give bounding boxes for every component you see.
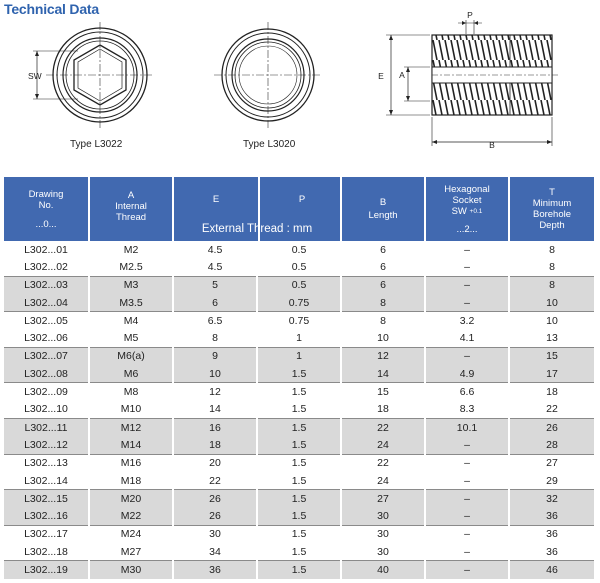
cell-length: 27 bbox=[341, 490, 425, 508]
technical-data-table bbox=[4, 177, 594, 579]
table-row bbox=[4, 401, 594, 419]
cell-socket-sw: 8.3 bbox=[425, 401, 509, 419]
cell-internal-thread: M5 bbox=[89, 329, 173, 347]
header-e: E bbox=[212, 194, 220, 205]
cell-socket-sw: – bbox=[425, 347, 509, 365]
cell-socket-sw: 6.6 bbox=[425, 383, 509, 401]
cell-socket-sw: – bbox=[425, 490, 509, 508]
cell-p-value: 1.5 bbox=[257, 436, 341, 454]
table-row bbox=[4, 418, 594, 436]
type-l3020-drawing bbox=[214, 22, 322, 128]
cell-borehole-depth: 28 bbox=[509, 436, 594, 454]
cell-borehole-depth: 18 bbox=[509, 383, 594, 401]
cell-internal-thread: M6(a) bbox=[89, 347, 173, 365]
cell-borehole-depth: 36 bbox=[509, 525, 594, 543]
cell-e-value: 18 bbox=[173, 436, 257, 454]
cell-e-value: 26 bbox=[173, 490, 257, 508]
cell-borehole-depth: 13 bbox=[509, 329, 594, 347]
table-row bbox=[4, 276, 594, 294]
header-hexagonal-socket: Hexagonal Socket SW +0.1 ...2... bbox=[425, 177, 509, 241]
cell-borehole-depth: 8 bbox=[509, 258, 594, 276]
header-t: T Minimum Borehole Depth bbox=[509, 177, 594, 241]
table-row bbox=[4, 525, 594, 543]
table-row bbox=[4, 454, 594, 472]
cell-e-value: 30 bbox=[173, 525, 257, 543]
cell-e-value: 8 bbox=[173, 329, 257, 347]
cell-e-value: 14 bbox=[173, 401, 257, 419]
sw-dimension-label: SW bbox=[28, 71, 42, 81]
page-title: Technical Data bbox=[4, 1, 99, 17]
cell-socket-sw: – bbox=[425, 525, 509, 543]
cell-p-value: 1.5 bbox=[257, 472, 341, 490]
cell-e-value: 26 bbox=[173, 507, 257, 525]
cell-e-value: 22 bbox=[173, 472, 257, 490]
cell-drawing-no: L302...10 bbox=[24, 403, 68, 416]
table-row bbox=[4, 490, 594, 508]
header-external-thread-label: External Thread : mm bbox=[201, 223, 313, 235]
cell-length: 30 bbox=[341, 525, 425, 543]
cell-e-value: 4.5 bbox=[173, 241, 257, 258]
cell-borehole-depth: 8 bbox=[509, 276, 594, 294]
cell-drawing-no: L302...17 bbox=[4, 525, 89, 543]
cell-p-value: 1.5 bbox=[257, 490, 341, 508]
cell-socket-sw: – bbox=[425, 472, 509, 490]
cell-length: 10 bbox=[341, 329, 425, 347]
cell-e-value: 6.5 bbox=[173, 312, 257, 330]
cell-drawing-no: L302...19 bbox=[4, 561, 89, 579]
cell-borehole-depth: 29 bbox=[509, 472, 594, 490]
b-dimension-label: B bbox=[489, 140, 495, 150]
type-l3022-caption: Type L3022 bbox=[70, 139, 123, 150]
table-body bbox=[4, 241, 594, 579]
cell-drawing-no: L302...06 bbox=[24, 332, 68, 345]
cell-internal-thread: M20 bbox=[89, 490, 173, 508]
cell-socket-sw: – bbox=[425, 241, 509, 258]
cell-e-value: 9 bbox=[173, 347, 257, 365]
cell-internal-thread: M2 bbox=[89, 241, 173, 258]
cell-p-value: 0.75 bbox=[257, 294, 341, 312]
cell-drawing-no: L302...11 bbox=[4, 418, 89, 436]
cell-socket-sw: – bbox=[425, 507, 509, 525]
cell-drawing-no: L302...15 bbox=[4, 490, 89, 508]
cell-drawing-no: L302...07 bbox=[4, 347, 89, 365]
cell-length: 40 bbox=[341, 561, 425, 579]
header-a: A Internal Thread bbox=[89, 177, 173, 241]
header-external-thread bbox=[173, 177, 341, 241]
cell-borehole-depth: 10 bbox=[509, 312, 594, 330]
cell-socket-sw: – bbox=[425, 258, 509, 276]
table-row bbox=[4, 436, 594, 454]
table-row bbox=[4, 561, 594, 579]
table-row bbox=[4, 383, 594, 401]
cell-length: 6 bbox=[341, 258, 425, 276]
p-dimension-label: P bbox=[467, 10, 473, 20]
cell-drawing-no: L302...12 bbox=[4, 436, 89, 454]
cell-borehole-depth: 17 bbox=[509, 365, 594, 383]
cell-internal-thread: M10 bbox=[89, 401, 173, 419]
cell-p-value: 1.5 bbox=[257, 507, 341, 525]
cell-e-value: 6 bbox=[173, 294, 257, 312]
cell-p-value: 1.5 bbox=[257, 365, 341, 383]
cell-drawing-no: L302...05 bbox=[4, 312, 89, 330]
cell-socket-sw: 3.2 bbox=[425, 312, 509, 330]
cell-length: 22 bbox=[341, 418, 425, 436]
e-dimension-label: E bbox=[378, 71, 384, 81]
table-row bbox=[4, 507, 594, 525]
cell-drawing-no: L302...13 bbox=[4, 454, 89, 472]
cell-internal-thread: M14 bbox=[89, 436, 173, 454]
cell-internal-thread: M24 bbox=[89, 525, 173, 543]
cell-e-value: 12 bbox=[173, 383, 257, 401]
cell-socket-sw: 10.1 bbox=[425, 418, 509, 436]
cell-p-value: 1.5 bbox=[257, 383, 341, 401]
cell-socket-sw: – bbox=[425, 543, 509, 561]
cell-length: 8 bbox=[341, 294, 425, 312]
cell-borehole-depth: 26 bbox=[509, 418, 594, 436]
cell-length: 15 bbox=[341, 383, 425, 401]
table-row bbox=[4, 241, 594, 258]
cell-p-value: 1.5 bbox=[257, 561, 341, 579]
cell-borehole-depth: 22 bbox=[509, 401, 594, 419]
cell-drawing-no: L302...18 bbox=[24, 545, 68, 558]
cell-e-value: 10 bbox=[173, 365, 257, 383]
cell-p-value: 0.75 bbox=[257, 312, 341, 330]
header-p: P bbox=[298, 194, 306, 205]
header-drawing-no: Drawing No. ...0... bbox=[4, 177, 89, 241]
cell-length: 24 bbox=[341, 436, 425, 454]
cell-p-value: 1 bbox=[257, 347, 341, 365]
cell-socket-sw: – bbox=[425, 454, 509, 472]
cell-length: 24 bbox=[341, 472, 425, 490]
cell-borehole-depth: 15 bbox=[509, 347, 594, 365]
cell-length: 30 bbox=[341, 507, 425, 525]
cell-internal-thread: M16 bbox=[89, 454, 173, 472]
cell-internal-thread: M27 bbox=[89, 543, 173, 561]
cell-socket-sw: 4.9 bbox=[425, 365, 509, 383]
table-row bbox=[4, 472, 594, 490]
cell-socket-sw: – bbox=[425, 561, 509, 579]
cell-drawing-no: L302...09 bbox=[4, 383, 89, 401]
cell-drawing-no: L302...04 bbox=[4, 294, 89, 312]
table-row bbox=[4, 347, 594, 365]
cell-p-value: 1.5 bbox=[257, 418, 341, 436]
cell-length: 12 bbox=[341, 347, 425, 365]
cell-internal-thread: M8 bbox=[89, 383, 173, 401]
cell-internal-thread: M22 bbox=[89, 507, 173, 525]
cell-p-value: 1.5 bbox=[257, 525, 341, 543]
cell-p-value: 0.5 bbox=[257, 258, 341, 276]
cell-borehole-depth: 36 bbox=[509, 543, 594, 561]
cell-drawing-no: L302...14 bbox=[24, 474, 68, 487]
cell-length: 18 bbox=[341, 401, 425, 419]
cell-internal-thread: M18 bbox=[89, 472, 173, 490]
cell-drawing-no: L302...02 bbox=[24, 260, 68, 273]
cell-borehole-depth: 46 bbox=[509, 561, 594, 579]
cell-e-value: 4.5 bbox=[173, 258, 257, 276]
header-b: B Length bbox=[341, 177, 425, 241]
cell-length: 22 bbox=[341, 454, 425, 472]
cell-e-value: 34 bbox=[173, 543, 257, 561]
cell-borehole-depth: 36 bbox=[509, 507, 594, 525]
cell-internal-thread: M3.5 bbox=[89, 294, 173, 312]
cell-internal-thread: M3 bbox=[89, 276, 173, 294]
cell-e-value: 36 bbox=[173, 561, 257, 579]
cell-length: 14 bbox=[341, 365, 425, 383]
table-row bbox=[4, 329, 594, 347]
cell-socket-sw: – bbox=[425, 294, 509, 312]
cell-internal-thread: M4 bbox=[89, 312, 173, 330]
cell-borehole-depth: 32 bbox=[509, 490, 594, 508]
table-row bbox=[4, 258, 594, 276]
table-row bbox=[4, 312, 594, 330]
cell-p-value: 1.5 bbox=[257, 454, 341, 472]
table-row bbox=[4, 294, 594, 312]
cell-e-value: 16 bbox=[173, 418, 257, 436]
cell-p-value: 1.5 bbox=[257, 543, 341, 561]
cell-borehole-depth: 8 bbox=[509, 241, 594, 258]
cell-length: 6 bbox=[341, 241, 425, 258]
cell-p-value: 1 bbox=[257, 329, 341, 347]
cell-socket-sw: 4.1 bbox=[425, 329, 509, 347]
table-row bbox=[4, 365, 594, 383]
cell-drawing-no: L302...01 bbox=[24, 243, 68, 256]
cell-drawing-no: L302...16 bbox=[4, 507, 89, 525]
cell-internal-thread: M30 bbox=[89, 561, 173, 579]
cell-internal-thread: M6 bbox=[89, 365, 173, 383]
cell-borehole-depth: 27 bbox=[509, 454, 594, 472]
cell-borehole-depth: 10 bbox=[509, 294, 594, 312]
table-row bbox=[4, 543, 594, 561]
cell-internal-thread: M12 bbox=[89, 418, 173, 436]
cell-e-value: 20 bbox=[173, 454, 257, 472]
type-l3022-drawing bbox=[33, 22, 154, 128]
cell-length: 6 bbox=[341, 276, 425, 294]
cell-length: 8 bbox=[341, 312, 425, 330]
insert-side-view bbox=[386, 20, 560, 146]
cell-p-value: 0.5 bbox=[257, 276, 341, 294]
cell-drawing-no: L302...08 bbox=[4, 365, 89, 383]
type-l3020-caption: Type L3020 bbox=[243, 139, 296, 150]
a-dimension-label: A bbox=[399, 70, 405, 80]
cell-internal-thread: M2.5 bbox=[89, 258, 173, 276]
cell-p-value: 0.5 bbox=[257, 241, 341, 258]
cell-drawing-no: L302...03 bbox=[4, 276, 89, 294]
cell-socket-sw: – bbox=[425, 276, 509, 294]
cell-length: 30 bbox=[341, 543, 425, 561]
cell-e-value: 5 bbox=[173, 276, 257, 294]
cell-p-value: 1.5 bbox=[257, 401, 341, 419]
cell-socket-sw: – bbox=[425, 436, 509, 454]
